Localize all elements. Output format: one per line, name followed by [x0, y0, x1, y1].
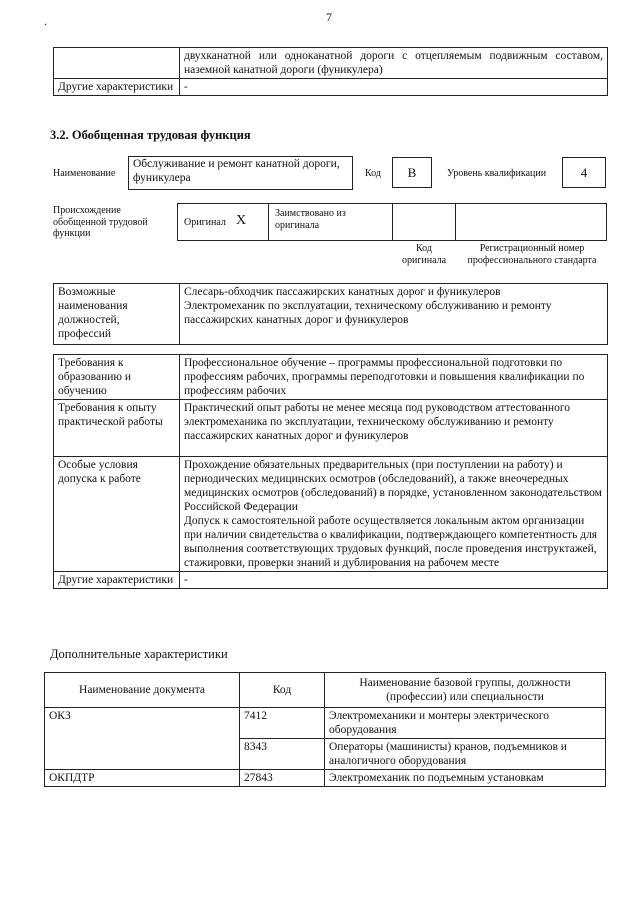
other-characteristics-label: Другие характеристики	[54, 79, 180, 96]
code-caption: Код оригинала	[401, 243, 447, 266]
other-value: -	[180, 572, 608, 589]
positions-values	[180, 284, 608, 345]
origin-divider	[392, 203, 393, 241]
doc-cell: ОКЗ	[45, 708, 240, 770]
additional-title: Дополнительные характеристики	[50, 647, 228, 661]
header-code: Код	[240, 673, 325, 708]
admission-text: Допуск к самостоятельной работе осуществляется локальным актом организации при наличии свидетельства о квалификации, подтверждающего компетентность для выполнения соответствующих трудовых функций, после проведения инструктажей, стажировки, проверки знаний и дублирования на рабочем месте	[184, 515, 598, 570]
code-cell: 7412	[240, 708, 325, 739]
table-row	[54, 79, 608, 96]
admission-text: Прохождение обязательных предварительных (при поступлении на работу) и периодических медицинских осмотров (обследований), а также внеочередных медицинских осмотров (обследований) в порядке, установленном законодательством Российской Федерации	[184, 459, 602, 514]
doc-cell: ОКПДТР	[45, 770, 240, 787]
original-mark: X	[236, 213, 247, 228]
origin-divider	[268, 203, 269, 241]
page-number: 7	[326, 10, 332, 24]
education-label: Требования к образованию и обучению	[54, 355, 180, 400]
continuation-text: двухканатной или одноканатной дороги с отцепляемым подвижным составом, наземной канатной дороги (фуникулера)	[180, 48, 608, 79]
name-cell: Электромеханики и монтеры электрического оборудования	[325, 708, 606, 739]
table-header-row	[45, 673, 606, 708]
experience-value: Практический опыт работы не менее месяца под руководством аттестованного электромеханика по эксплуатации, техническому обслуживанию и ремонту пассажирских канатных дорог и фуникулеров	[180, 400, 608, 457]
position-item: Слесарь-обходчик пассажирских канатных дорог и фуникулеров	[184, 286, 501, 298]
other-label: Другие характеристики	[54, 572, 180, 589]
positions-table	[53, 283, 608, 345]
requirements-table	[53, 354, 608, 589]
original-label: Оригинал	[184, 217, 226, 228]
corner-mark: .	[44, 14, 47, 28]
borrowed-label: Заимствовано из оригинала	[275, 208, 346, 231]
code-cell: 27843	[240, 770, 325, 787]
code-label: Код	[365, 168, 381, 179]
admission-label: Особые условия допуска к работе	[54, 457, 180, 572]
positions-label: Возможные наименования должностей, профессий	[54, 284, 180, 345]
header-document: Наименование документа	[45, 673, 240, 708]
code-cell: 8343	[240, 739, 325, 770]
table-row	[54, 355, 608, 400]
table-row	[54, 457, 608, 572]
section-title: 3.2. Обобщенная трудовая функция	[50, 128, 251, 142]
other-characteristics-value: -	[180, 79, 608, 96]
empty-cell	[54, 48, 180, 79]
name-cell: Операторы (машинисты) кранов, подъемников и аналогичного оборудования	[325, 739, 606, 770]
level-label: Уровень квалификации	[447, 168, 547, 179]
table-row	[45, 708, 606, 739]
function-code-box: B	[392, 157, 432, 188]
table-row	[45, 770, 606, 787]
experience-label: Требования к опыту практической работы	[54, 400, 180, 457]
name-label: Наименование	[53, 168, 116, 179]
name-cell: Электромеханик по подъемным установкам	[325, 770, 606, 787]
admission-value	[180, 457, 608, 572]
education-value: Профессиональное обучение – программы профессиональной подготовки по профессиям рабочих, программы переподготовки и повышения квалификации по профессиям рабочих	[180, 355, 608, 400]
table-row	[54, 48, 608, 79]
origin-label: Происхождение обобщенной трудовой функции	[53, 205, 148, 239]
function-name-box: Обслуживание и ремонт канатной дороги, фуникулера	[128, 156, 353, 190]
table-row	[54, 284, 608, 345]
reg-number-caption: Регистрационный номер профессионального стандарта	[467, 243, 597, 266]
additional-table	[44, 672, 606, 787]
table-row	[54, 572, 608, 589]
position-item: Электромеханик по эксплуатации, техническому обслуживанию и ремонту пассажирских канатных дорог и фуникулеров	[184, 300, 552, 327]
qualification-level-box: 4	[562, 157, 606, 188]
continuation-table	[53, 47, 608, 96]
origin-divider	[455, 203, 456, 241]
header-group-name: Наименование базовой группы, должности (профессии) или специальности	[325, 673, 606, 708]
table-row	[54, 400, 608, 457]
